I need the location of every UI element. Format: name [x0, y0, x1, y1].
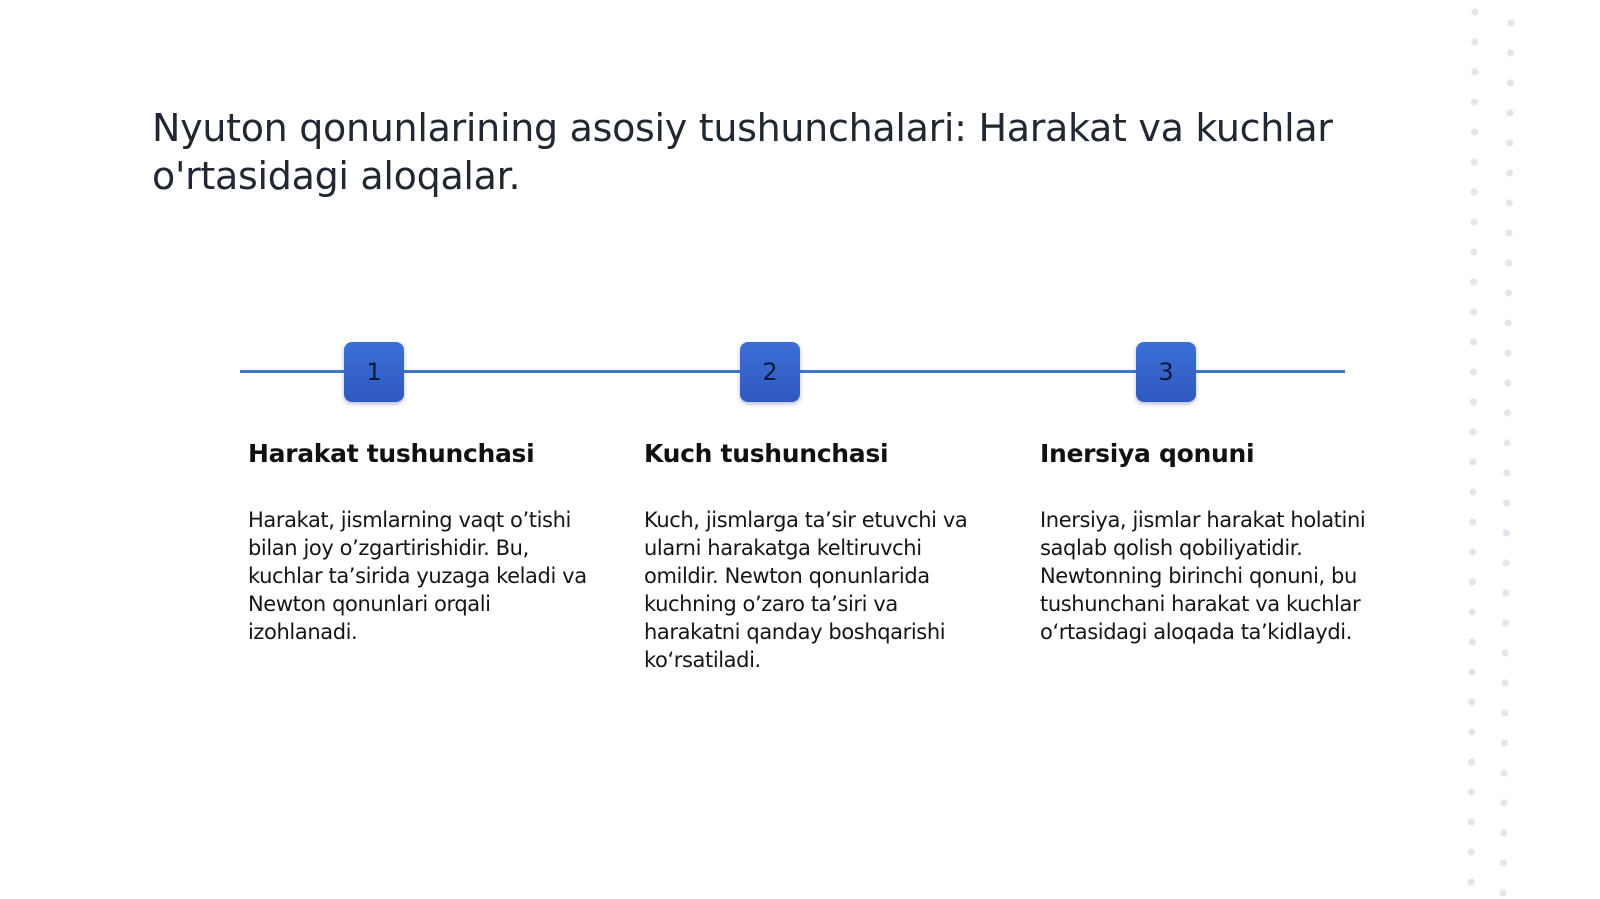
- decorative-dot: [1504, 349, 1511, 356]
- decorative-dot: [1469, 428, 1476, 435]
- decorative-dot: [1471, 188, 1478, 195]
- step-description: Kuch, jismlarga ta’sir etuvchi va ularni harakatga keltiruvchi omildir. Newton qonunlarida kuchning o’zaro ta’siri va harakatni qanday boshqarishi ko‘rsatiladi.: [644, 508, 968, 672]
- decorative-dot: [1507, 49, 1514, 56]
- decorative-dot: [1504, 409, 1511, 416]
- decorative-dot: [1470, 308, 1477, 315]
- decorative-dot: [1500, 829, 1507, 836]
- decorative-dot: [1469, 548, 1476, 555]
- decorative-dot: [1468, 668, 1475, 675]
- decorative-dot: [1503, 499, 1510, 506]
- decorative-dot: [1501, 709, 1508, 716]
- decorative-dot: [1469, 638, 1476, 645]
- decorative-dot: [1507, 79, 1514, 86]
- decorative-dot: [1502, 589, 1509, 596]
- decorative-dot: [1500, 799, 1507, 806]
- decorative-dot: [1469, 488, 1476, 495]
- decorative-dot: [1506, 169, 1513, 176]
- decorative-dot: [1468, 788, 1475, 795]
- decorative-dot: [1506, 109, 1513, 116]
- decorative-dot: [1504, 439, 1511, 446]
- decorative-dot: [1502, 619, 1509, 626]
- decorative-dot: [1502, 649, 1509, 656]
- step-heading: Kuch tushunchasi: [644, 439, 889, 468]
- decorative-dot: [1506, 199, 1513, 206]
- decorative-dot: [1470, 338, 1477, 345]
- step-description: Inersiya, jismlar harakat holatini saqlab qolish qobiliyatidir. Newtonning birinchi qonuni, bu tushunchani harakat va kuchlar o‘rtasidagi aloqada ta’kidlaydi.: [1040, 508, 1366, 644]
- decorative-dot: [1468, 758, 1475, 765]
- decorative-dot: [1503, 469, 1510, 476]
- decorative-dot: [1505, 229, 1512, 236]
- decorative-dot: [1471, 38, 1478, 45]
- decorative-dot: [1470, 218, 1477, 225]
- decorative-dot: [1471, 8, 1478, 15]
- step-column-3: [1040, 436, 1385, 646]
- decorative-dot: [1506, 139, 1513, 146]
- decorative-dot: [1501, 739, 1508, 746]
- step-marker-2: 2: [740, 342, 800, 402]
- decorative-dot: [1469, 458, 1476, 465]
- decorative-dot: [1501, 769, 1508, 776]
- step-column-2: [644, 436, 989, 674]
- decorative-dot: [1468, 818, 1475, 825]
- decorative-dot: [1468, 728, 1475, 735]
- step-marker-1: 1: [344, 342, 404, 402]
- decorative-dot: [1502, 559, 1509, 566]
- decorative-dot-pattern: [1455, 0, 1535, 899]
- decorative-dot: [1505, 259, 1512, 266]
- decorative-dot: [1500, 859, 1507, 866]
- decorative-dot: [1469, 518, 1476, 525]
- step-heading: Inersiya qonuni: [1040, 439, 1255, 468]
- decorative-dot: [1471, 158, 1478, 165]
- step-column-1: [248, 436, 593, 646]
- step-heading: Harakat tushunchasi: [248, 439, 535, 468]
- decorative-dot: [1471, 68, 1478, 75]
- decorative-dot: [1467, 878, 1474, 885]
- decorative-dot: [1469, 608, 1476, 615]
- decorative-dot: [1470, 398, 1477, 405]
- decorative-dot: [1504, 379, 1511, 386]
- decorative-dot: [1503, 529, 1510, 536]
- decorative-dot: [1501, 679, 1508, 686]
- decorative-dot: [1468, 848, 1475, 855]
- step-marker-3: 3: [1136, 342, 1196, 402]
- decorative-dot: [1470, 368, 1477, 375]
- decorative-dot: [1470, 278, 1477, 285]
- decorative-dot: [1505, 289, 1512, 296]
- decorative-dot: [1468, 698, 1475, 705]
- decorative-dot: [1507, 19, 1514, 26]
- decorative-dot: [1505, 319, 1512, 326]
- decorative-dot: [1470, 248, 1477, 255]
- decorative-dot: [1469, 578, 1476, 585]
- slide-title: Nyuton qonunlarining asosiy tushunchalari: Harakat va kuchlar o'rtasidagi aloqalar.: [152, 106, 1333, 198]
- decorative-dot: [1471, 98, 1478, 105]
- step-description: Harakat, jismlarning vaqt o’tishi bilan joy o’zgartirishidir. Bu, kuchlar ta’sirida yuzaga keladi va Newton qonunlari orqali izohlanadi.: [248, 508, 587, 644]
- decorative-dot: [1500, 889, 1507, 896]
- decorative-dot: [1471, 128, 1478, 135]
